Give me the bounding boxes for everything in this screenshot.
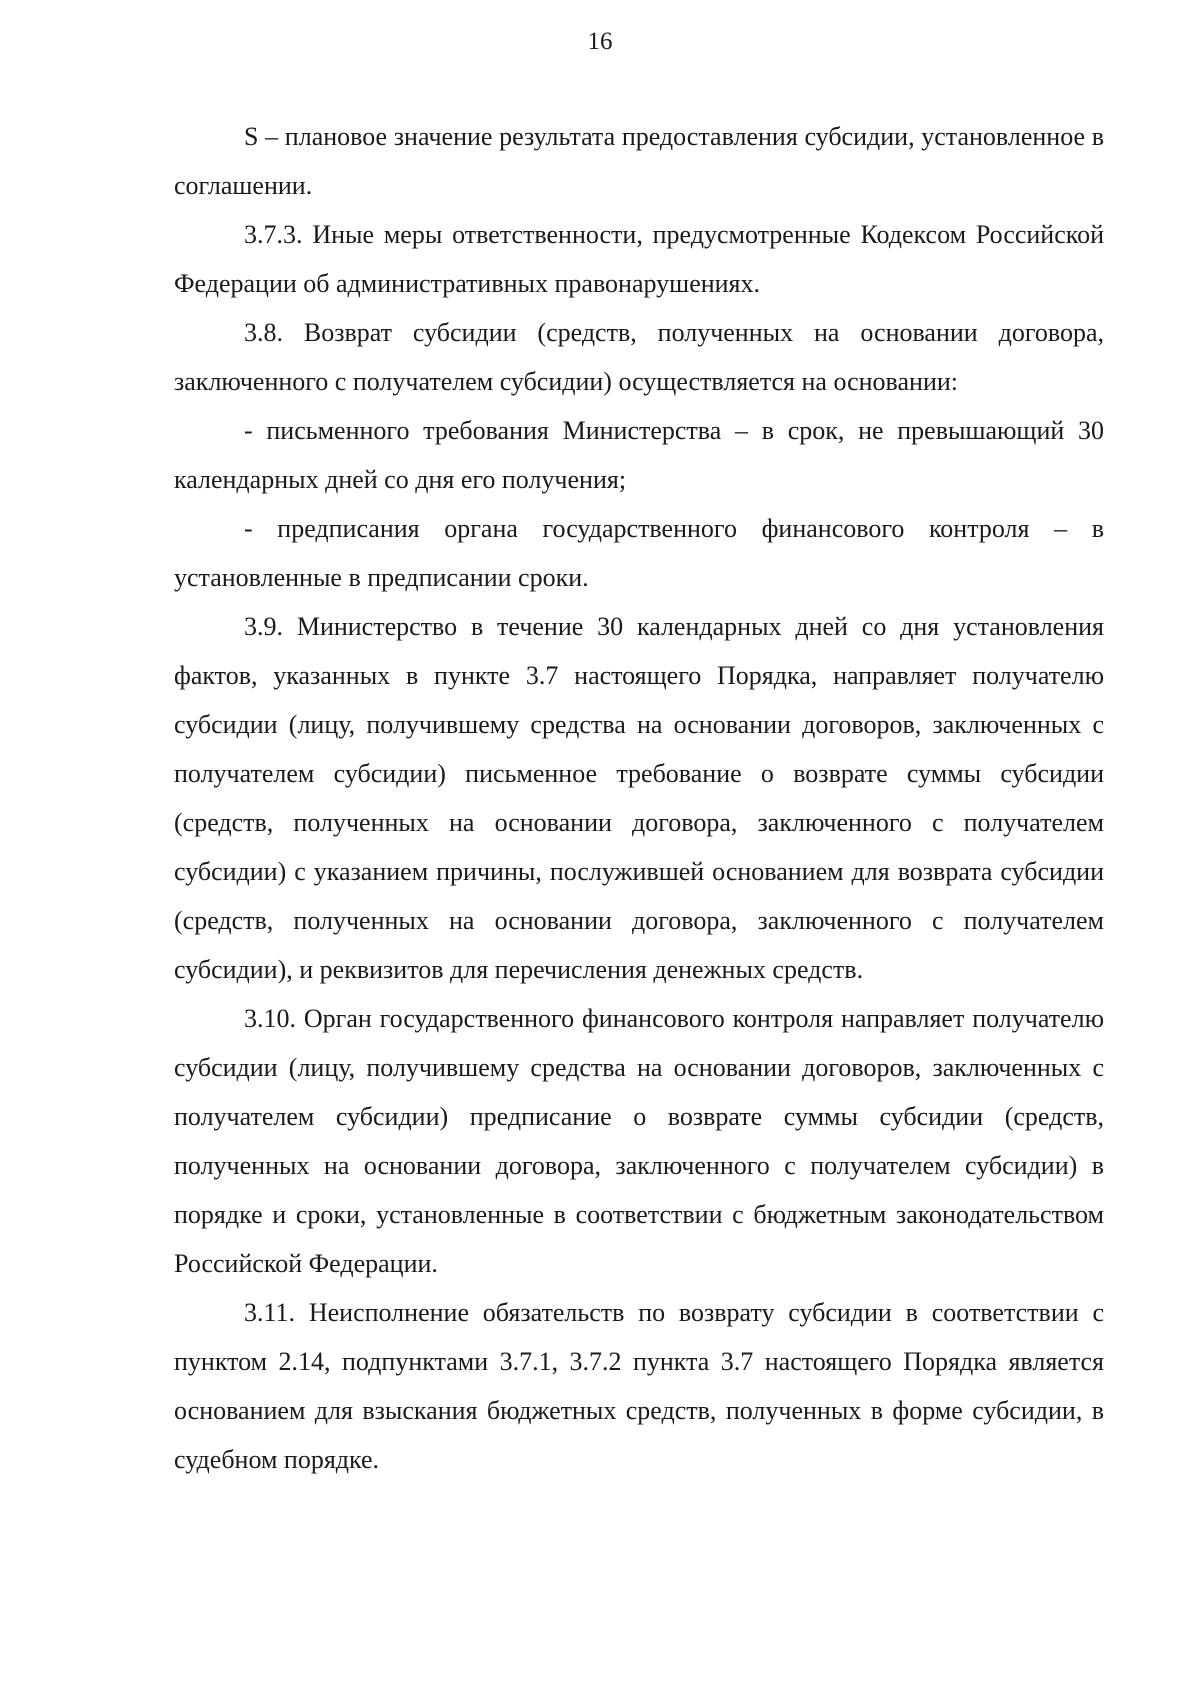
list-item-written-demand: - письменного требования Министерства – в срок, не превышающий 30 календарных дней со дня его получения; bbox=[174, 416, 1104, 494]
document-body bbox=[174, 112, 1104, 1484]
list-item-control-order: - предписания органа государственного финансового контроля – в установленные в предписании сроки. bbox=[174, 514, 1104, 592]
paragraph-3-9: 3.9. Министерство в течение 30 календарных дней со дня установления фактов, указанных в пункте 3.7 настоящего Порядка, направляет получателю субсидии (лицу, получившему средства на основании договоров, заключенных с получателем субсидии) письменное требование о возврате суммы субсидии (средств, полученных на основании договора, заключенного с получателем субсидии) с указанием причины, послужившей основанием для возврата субсидии (средств, полученных на основании договора, заключенного с получателем субсидии), и реквизитов для перечисления денежных средств. bbox=[174, 612, 1104, 984]
page-number: 16 bbox=[587, 28, 613, 55]
paragraph-3-10: 3.10. Орган государственного финансового контроля направляет получателю субсидии (лицу, получившему средства на основании договоров, заключенных с получателем субсидии) предписание о возврате суммы субсидии (средств, полученных на основании договора, заключенного с получателем субсидии) в порядке и сроки, установленные в соответствии с бюджетным законодательством Российской Федерации. bbox=[174, 1004, 1104, 1278]
paragraph-3-11: 3.11. Неисполнение обязательств по возврату субсидии в соответствии с пунктом 2.14, подпунктами 3.7.1, 3.7.2 пункта 3.7 настоящего Порядка является основанием для взыскания бюджетных средств, полученных в форме субсидии, в судебном порядке. bbox=[174, 1298, 1104, 1474]
paragraph-3-7-3: 3.7.3. Иные меры ответственности, предусмотренные Кодексом Российской Федерации об административных правонарушениях. bbox=[174, 220, 1104, 298]
paragraph-3-8: 3.8. Возврат субсидии (средств, полученных на основании договора, заключенного с получателем субсидии) осуществляется на основании: bbox=[174, 318, 1104, 396]
paragraph-plan-value-definition: S – плановое значение результата предоставления субсидии, установленное в соглашении. bbox=[174, 122, 1104, 200]
